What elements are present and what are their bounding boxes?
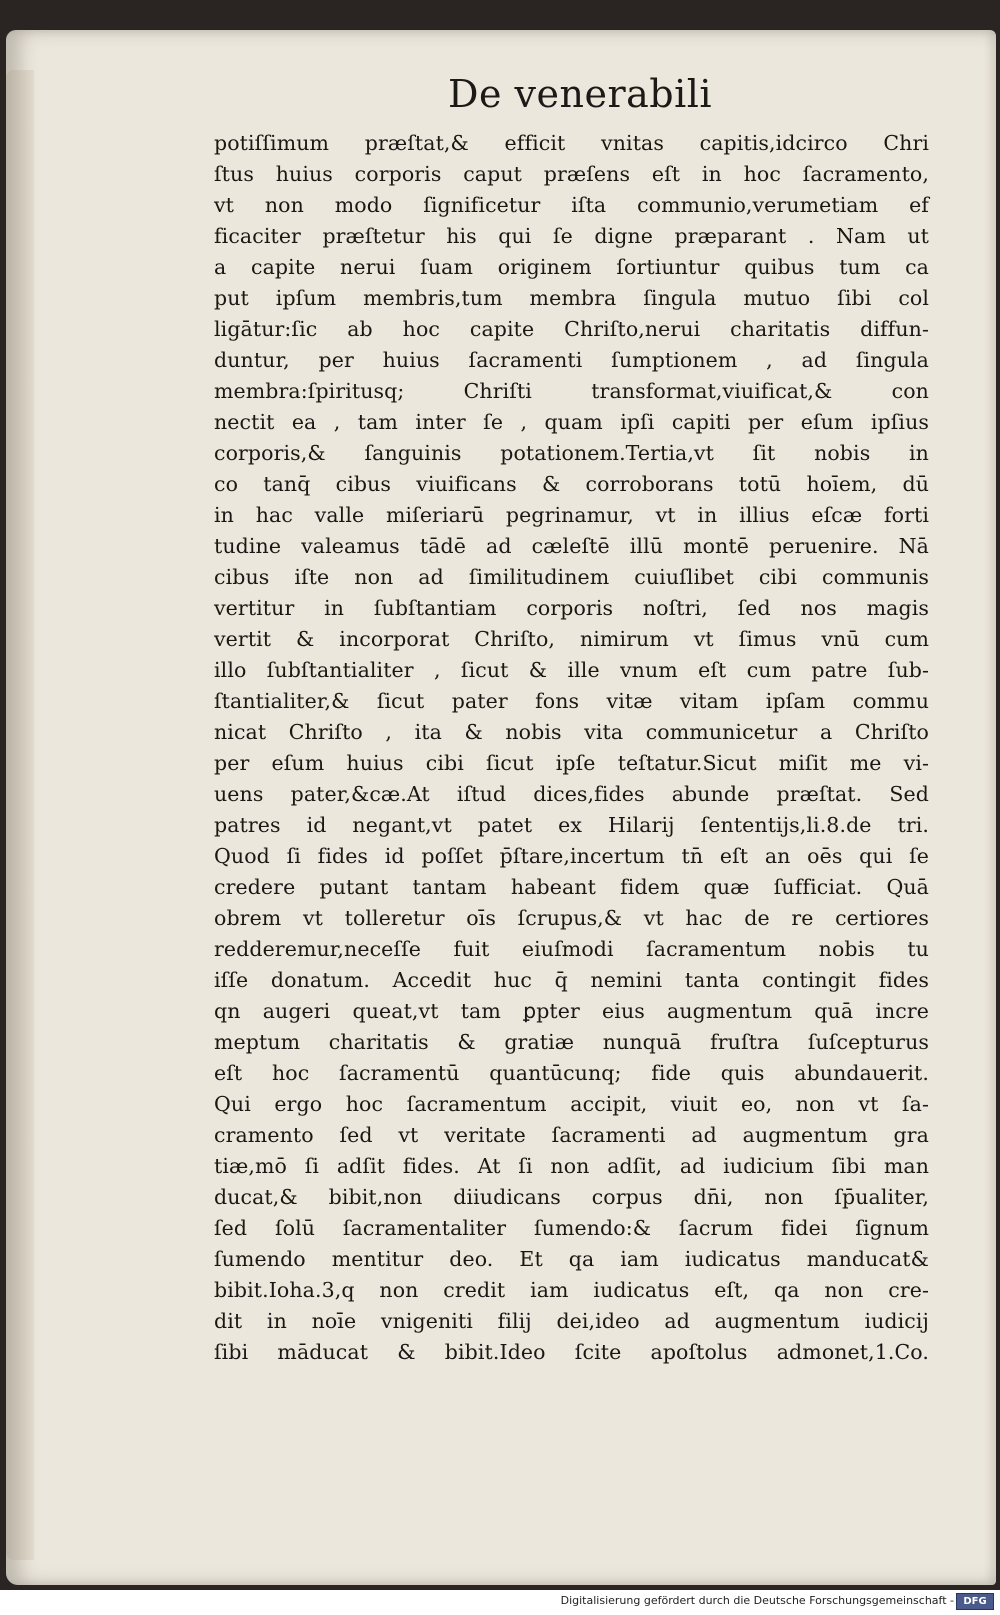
text-line: ducat,& bibit,non diiudicans corpus dn̄i, non ſp̄ualiter,	[214, 1185, 929, 1209]
text-line: vt non modo ſignificetur iſta communio,verumetiam ef	[214, 193, 929, 217]
running-head: De venerabili	[448, 72, 713, 116]
text-line: Qui ergo hoc ſacramentum accipit, viuit eo, non vt ſa-	[214, 1092, 929, 1116]
text-line: ficaciter præſtetur his qui ſe digne præparant . Nam ut	[214, 224, 929, 248]
text-line: illo ſubſtantialiter , ſicut & ille vnum eſt cum patre ſub-	[214, 658, 929, 682]
text-line: dit in noīe vnigeniti filij dei,ideo ad augmentum iudicij	[214, 1309, 929, 1333]
text-line: co tanq̄ cibus viuificans & corroborans totū hoīem, dū	[214, 472, 929, 496]
text-line: ſed ſolū ſacramentaliter ſumendo:& ſacrum fidei ſignum	[214, 1216, 929, 1240]
dfg-logo: DFG	[956, 1593, 994, 1610]
text-line: redderemur,neceſſe fuit eiuſmodi ſacramentum nobis tu	[214, 937, 929, 961]
text-line: meptum charitatis & gratiæ nunquā fruſtra ſuſcepturus	[214, 1030, 929, 1054]
text-line: duntur, per huius ſacramenti ſumptionem , ad ſingula	[214, 348, 929, 372]
text-line: per eſum huius cibi ſicut ipſe teſtatur.Sicut miſit me vi-	[214, 751, 929, 775]
text-line: in hac valle miſeriarū pegrinamur, vt in illius eſcæ forti	[214, 503, 929, 527]
text-line: eſt hoc ſacramentū quantūcunq; fide quis abundauerit.	[214, 1061, 929, 1085]
text-line: Quod ſi fides id poſſet p̄ſtare,incertum tn̄ eſt an oēs qui ſe	[214, 844, 929, 868]
text-line: bibit.Ioha.3,q non credit iam iudicatus eſt, qa non cre-	[214, 1278, 929, 1302]
text-line: vertitur in ſubſtantiam corporis noſtri, ſed nos magis	[214, 596, 929, 620]
text-line: vertit & incorporat Chriſto, nimirum vt ſimus vnū cum	[214, 627, 929, 651]
text-line: corporis,& ſanguinis potationem.Tertia,vt ſit nobis in	[214, 441, 929, 465]
text-line: cramento ſed vt veritate ſacramenti ad augmentum gra	[214, 1123, 929, 1147]
digitization-credit: Digitalisierung gefördert durch die Deutsche Forschungsgemeinschaft -	[560, 1594, 954, 1607]
text-line: ſtus huius corporis caput præſens eſt in hoc ſacramento,	[214, 162, 929, 186]
text-line: put ipſum membris,tum membra ſingula mutuo ſibi col	[214, 286, 929, 310]
text-line: tiæ,mō ſi adſit fides. At ſi non adſit, ad iudicium ſibi man	[214, 1154, 929, 1178]
text-line: ſibi māducat & bibit.Ideo ſcite apoſtolus admonet,1.Co.	[214, 1340, 929, 1364]
text-line: cibus iſte non ad ſimilitudinem cuiuſlibet cibi communis	[214, 565, 929, 589]
text-line: ſtantialiter,& ſicut pater fons vitæ vitam ipſam commu	[214, 689, 929, 713]
text-line: potiſſimum præſtat,& efficit vnitas capitis,idcirco Chri	[214, 131, 929, 155]
page-edge-shadow	[6, 70, 34, 1560]
text-line: tudine valeamus tādē ad cæleſtē illū montē peruenire. Nā	[214, 534, 929, 558]
text-line: membra:ſpiritusq; Chriſti transformat,viuificat,& con	[214, 379, 929, 403]
text-line: credere putant tantam habeant fidem quæ ſufficiat. Quā	[214, 875, 929, 899]
text-line: ſumendo mentitur deo. Et qa iam iudicatus manducat&	[214, 1247, 929, 1271]
text-line: patres id negant,vt patet ex Hilarij ſententijs,li.8.de tri.	[214, 813, 929, 837]
text-line: iſſe donatum. Accedit huc q̄ nemini tanta contingit fides	[214, 968, 929, 992]
text-line: uens pater,&cæ.At iſtud dices,fides abunde præſtat. Sed	[214, 782, 929, 806]
text-line: ligātur:ſic ab hoc capite Chriſto,nerui charitatis diffun-	[214, 317, 929, 341]
text-line: obrem vt tolleretur oīs ſcrupus,& vt hac de re certiores	[214, 906, 929, 930]
text-line: nectit ea , tam inter ſe , quam ipſi capiti per eſum ipſius	[214, 410, 929, 434]
body-text	[214, 128, 929, 1368]
text-line: qn augeri queat,vt tam ꝑpter eius augmentum quā incre	[214, 999, 929, 1023]
text-line: a capite nerui ſuam originem ſortiuntur quibus tum ca	[214, 255, 929, 279]
text-line: nicat Chriſto , ita & nobis vita communicetur a Chriſto	[214, 720, 929, 744]
